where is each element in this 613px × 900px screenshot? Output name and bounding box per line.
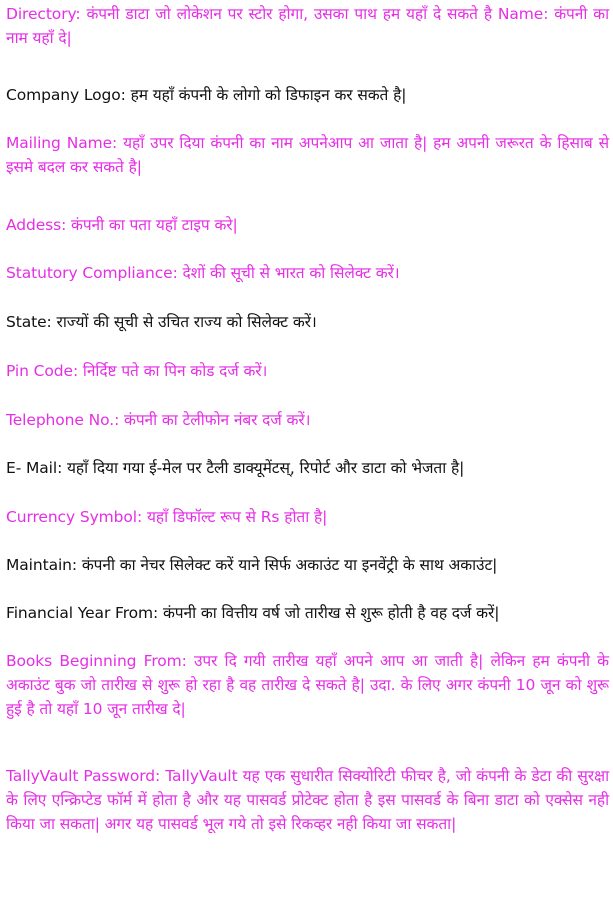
paragraph-mailing-name: Mailing Name: यहाँ उपर दिया कंपनी का नाम अपनेआप आ जाता है| हम अपनी जरूरत के हिसाब से इसमे बदल कर सकते है| bbox=[6, 134, 609, 176]
paragraph-directory: Directory: कंपनी डाटा जो लोकेशन पर स्टोर होगा, उसका पाथ हम यहाँ दे सकते है Name: कंपनी का नाम यहाँ दे| bbox=[6, 5, 609, 47]
paragraph-email: E- Mail: यहाँ दिया गया ई-मेल पर टैली डाक्यूमेंटस्, रिपोर्ट और डाटा को भेजता है| bbox=[6, 459, 465, 477]
paragraph-telephone: Telephone No.: कंपनी का टेलीफोन नंबर दर्ज करें। bbox=[6, 411, 311, 429]
paragraph-statutory-compliance: Statutory Compliance: देशों की सूची से भारत को सिलेक्ट करें। bbox=[6, 264, 400, 282]
paragraph-pin-code: Pin Code: निर्दिष्ट पते का पिन कोड दर्ज करें। bbox=[6, 362, 268, 380]
paragraph-state: State: राज्यों की सूची से उचित राज्य को सिलेक्ट करें। bbox=[6, 313, 317, 331]
paragraph-financial-year: Financial Year From: कंपनी का वित्तीय वर्ष जो तारीख से शुरू होती है वह दर्ज करें| bbox=[6, 604, 500, 622]
paragraph-address: Addess: कंपनी का पता यहाँ टाइप करे| bbox=[6, 216, 238, 234]
paragraph-books-beginning: Books Beginning From: उपर दि गयी तारीख यहाँ अपने आप आ जाती है| लेकिन हम कंपनी के अकाउंट बुक जो तारीख से शुरू हो रहा है वह तारीख दे सकते है| उदा. के लिए अगर कंपनी 10 जून को शुरू हुई है तो यहाँ 10 जून तारीख दे| bbox=[6, 652, 609, 718]
paragraph-company-logo: Company Logo: हम यहाँ कंपनी के लोगो को डिफाइन कर सकते है| bbox=[6, 86, 407, 104]
paragraph-currency-symbol: Currency Symbol: यहाँ डिफॉल्ट रूप से Rs होता है| bbox=[6, 508, 328, 526]
paragraph-maintain: Maintain: कंपनी का नेचर सिलेक्ट करें याने सिर्फ अकाउंट या इनवेंट्री के साथ अकाउंट| bbox=[6, 556, 498, 574]
paragraph-tallyvault: TallyVault Password: TallyVault यह एक सुधारीत सिक्योरिटी फीचर है, जो कंपनी के डेटा की सुरक्षा के लिए एन्क्रिप्टेड फॉर्म में होता है और यह पासवर्ड प्रोटेक्ट होता है इस पासवर्ड के बिना डाटा को एक्सेस नही किया जा सकता| अगर यह पासवर्ड भूल गये तो इसे रिकव्हर नही किया जा सकता| bbox=[6, 767, 609, 833]
